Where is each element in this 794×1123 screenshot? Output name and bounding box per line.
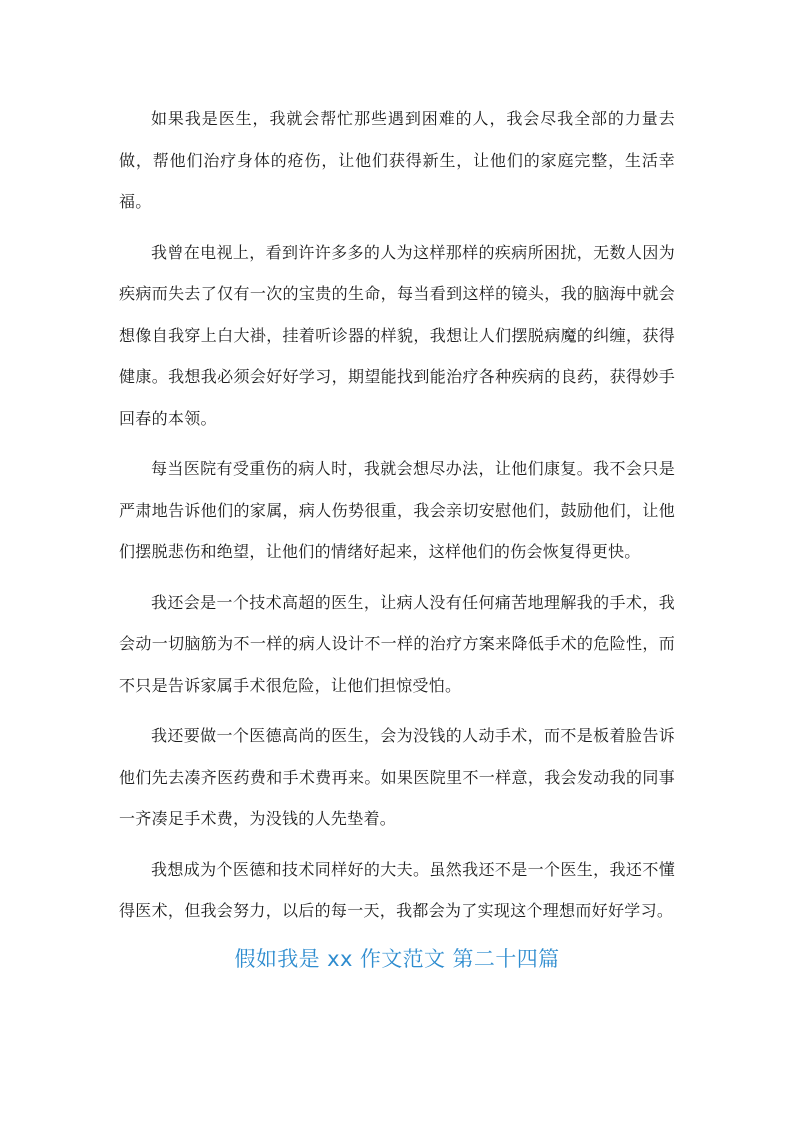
- section-heading: 假如我是 xx 作文范文 第二十四篇: [234, 946, 560, 971]
- paragraph: 我曾在电视上，看到许许多多的人为这样那样的疾病所困扰，无数人因为疾病而失去了仅有一次的宝贵的生命，每当看到这样的镜头，我的脑海中就会想像自我穿上白大褂，挂着听诊器的样貌，我想让人们摆脱病魔的纠缠，获得健康。我想我必须会好好学习，期望能找到能治疗各种疾病的良药，获得妙手回春的本领。: [119, 242, 675, 428]
- paragraph: 我还要做一个医德高尚的医生，会为没钱的人动手术，而不是板着脸告诉他们先去凑齐医药费和手术费再来。如果医院里不一样意，我会发动我的同事一齐凑足手术费，为没钱的人先垫着。: [119, 726, 675, 828]
- document-page: [119, 98, 675, 974]
- paragraph: 我还会是一个技术高超的医生，让病人没有任何痛苦地理解我的手术，我会动一切脑筋为不一样的病人设计不一样的治疗方案来降低手术的危险性，而不只是告诉家属手术很危险，让他们担惊受怕。: [119, 592, 675, 695]
- paragraph: 每当医院有受重伤的病人时，我就会想尽办法，让他们康复。我不会只是严肃地告诉他们的家属，病人伤势很重，我会亲切安慰他们，鼓励他们，让他们摆脱悲伤和绝望，让他们的情绪好起来，这样他们的伤会恢复得更快。: [119, 459, 675, 561]
- paragraph: 我想成为个医德和技术同样好的大夫。虽然我还不是一个医生，我还不懂得医术，但我会努力，以后的每一天，我都会为了实现这个理想而好好学习。: [119, 859, 675, 920]
- paragraph: 如果我是医生，我就会帮忙那些遇到困难的人，我会尽我全部的力量去做，帮他们治疗身体的疮伤，让他们获得新生，让他们的家庭完整，生活幸福。: [119, 109, 675, 211]
